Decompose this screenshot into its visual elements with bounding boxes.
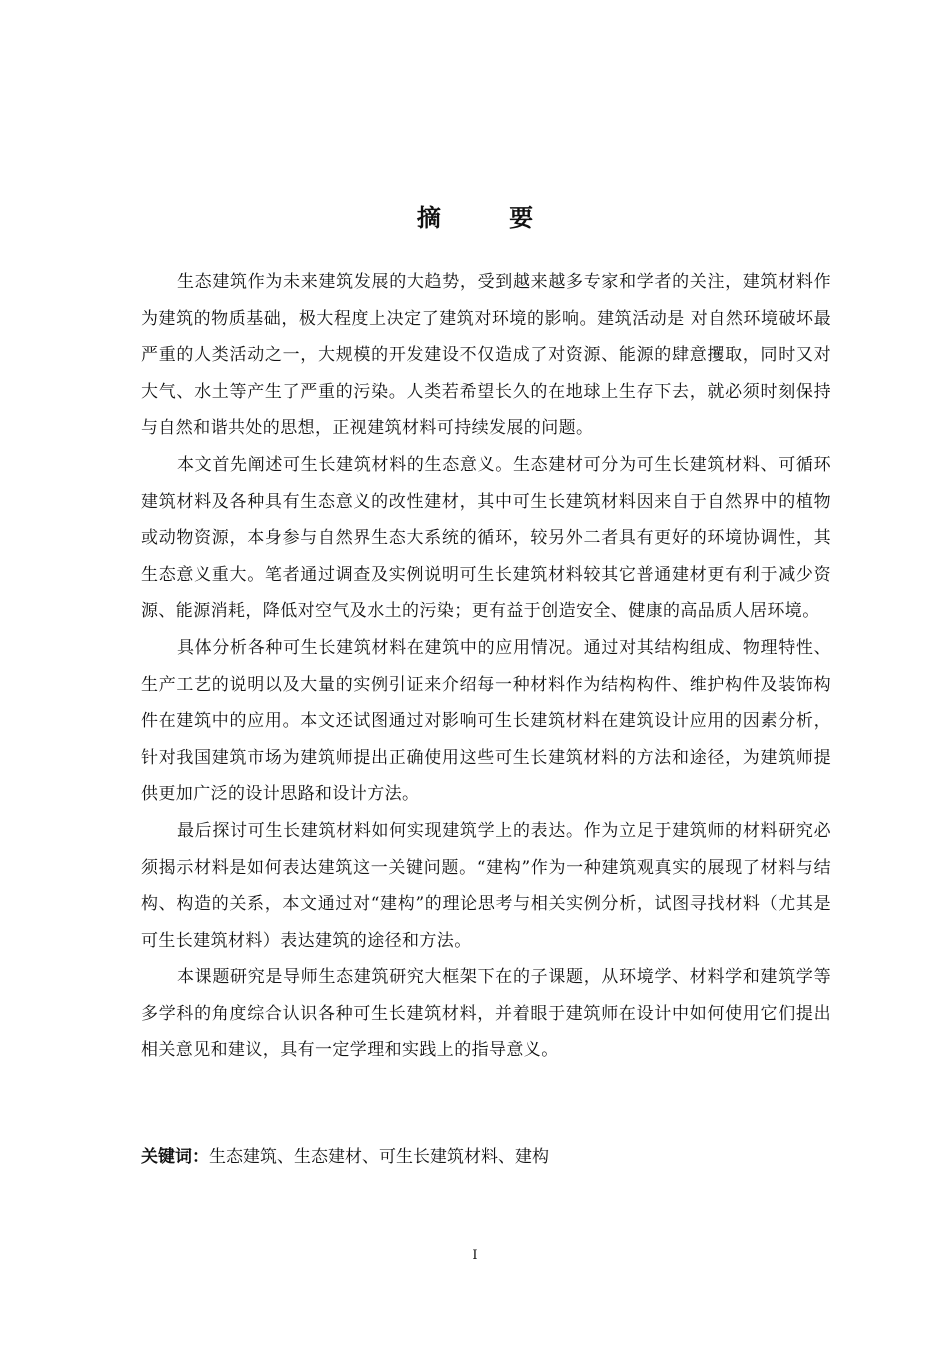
abstract-paragraph-3: 具体分析各种可生长建筑材料在建筑中的应用情况。通过对其结构组成、物理特性、生产工艺的说明以及大量的实例引证来介绍每一种材料作为结构构件、维护构件及装饰构件在建筑中的应用。本文还试图通过对影响可生长建筑材料在建筑设计应用的因素分析，针对我国建筑市场为建筑师提出正确使用这些可生长建筑材料的方法和途径，为建筑师提供更加广泛的设计思路和设计方法。: [141, 637, 831, 805]
keywords-value: 生态建筑、生态建材、可生长建筑材料、建构: [209, 1147, 549, 1167]
abstract-paragraph-4: 最后探讨可生长建筑材料如何实现建筑学上的表达。作为立足于建筑师的材料研究必须揭示材料是如何表达建筑这一关键问题。“建构”作为一种建筑观真实的展现了材料与结构、构造的关系，本文通过对“建构”的理论思考与相关实例分析，试图寻找材料（尤其是可生长建筑材料）表达建筑的途径和方法。: [141, 820, 831, 951]
abstract-paragraph-5: 本课题研究是导师生态建筑研究大框架下在的子课题，从环境学、材料学和建筑学等多学科的角度综合认识各种可生长建筑材料，并着眼于建筑师在设计中如何使用它们提出相关意见和建议，具有一定学理和实践上的指导意义。: [141, 967, 831, 1061]
page-number: I: [472, 1248, 478, 1263]
keywords-label: 关键词：: [141, 1147, 209, 1167]
keywords-line: [141, 1142, 831, 1172]
abstract-body: [141, 264, 831, 1069]
abstract-title: 摘 要: [416, 203, 564, 232]
abstract-paragraph-2: 本文首先阐述可生长建筑材料的生态意义。生态建材可分为可生长建筑材料、可循环建筑材料及各种具有生态意义的改性建材，其中可生长建筑材料因来自于自然界中的植物或动物资源，本身参与自然界生态大系统的循环，较另外二者具有更好的环境协调性，其生态意义重大。笔者通过调查及实例说明可生长建筑材料较其它普通建材更有利于减少资源、能源消耗，降低对空气及水土的污染；更有益于创造安全、健康的高品质人居环境。: [141, 454, 831, 622]
abstract-paragraph-1: 生态建筑作为未来建筑发展的大趋势，受到越来越多专家和学者的关注，建筑材料作为建筑的物质基础，极大程度上决定了建筑对环境的影响。建筑活动是 对自然环境破坏最严重的人类活动之一，大规模的开发建设不仅造成了对资源、能源的肆意攫取，同时又对大气、水土等产生了严重的污染。人类若希望长久的在地球上生存下去，就必须时刻保持与自然和谐共处的思想，正视建筑材料可持续发展的问题。: [141, 272, 831, 439]
